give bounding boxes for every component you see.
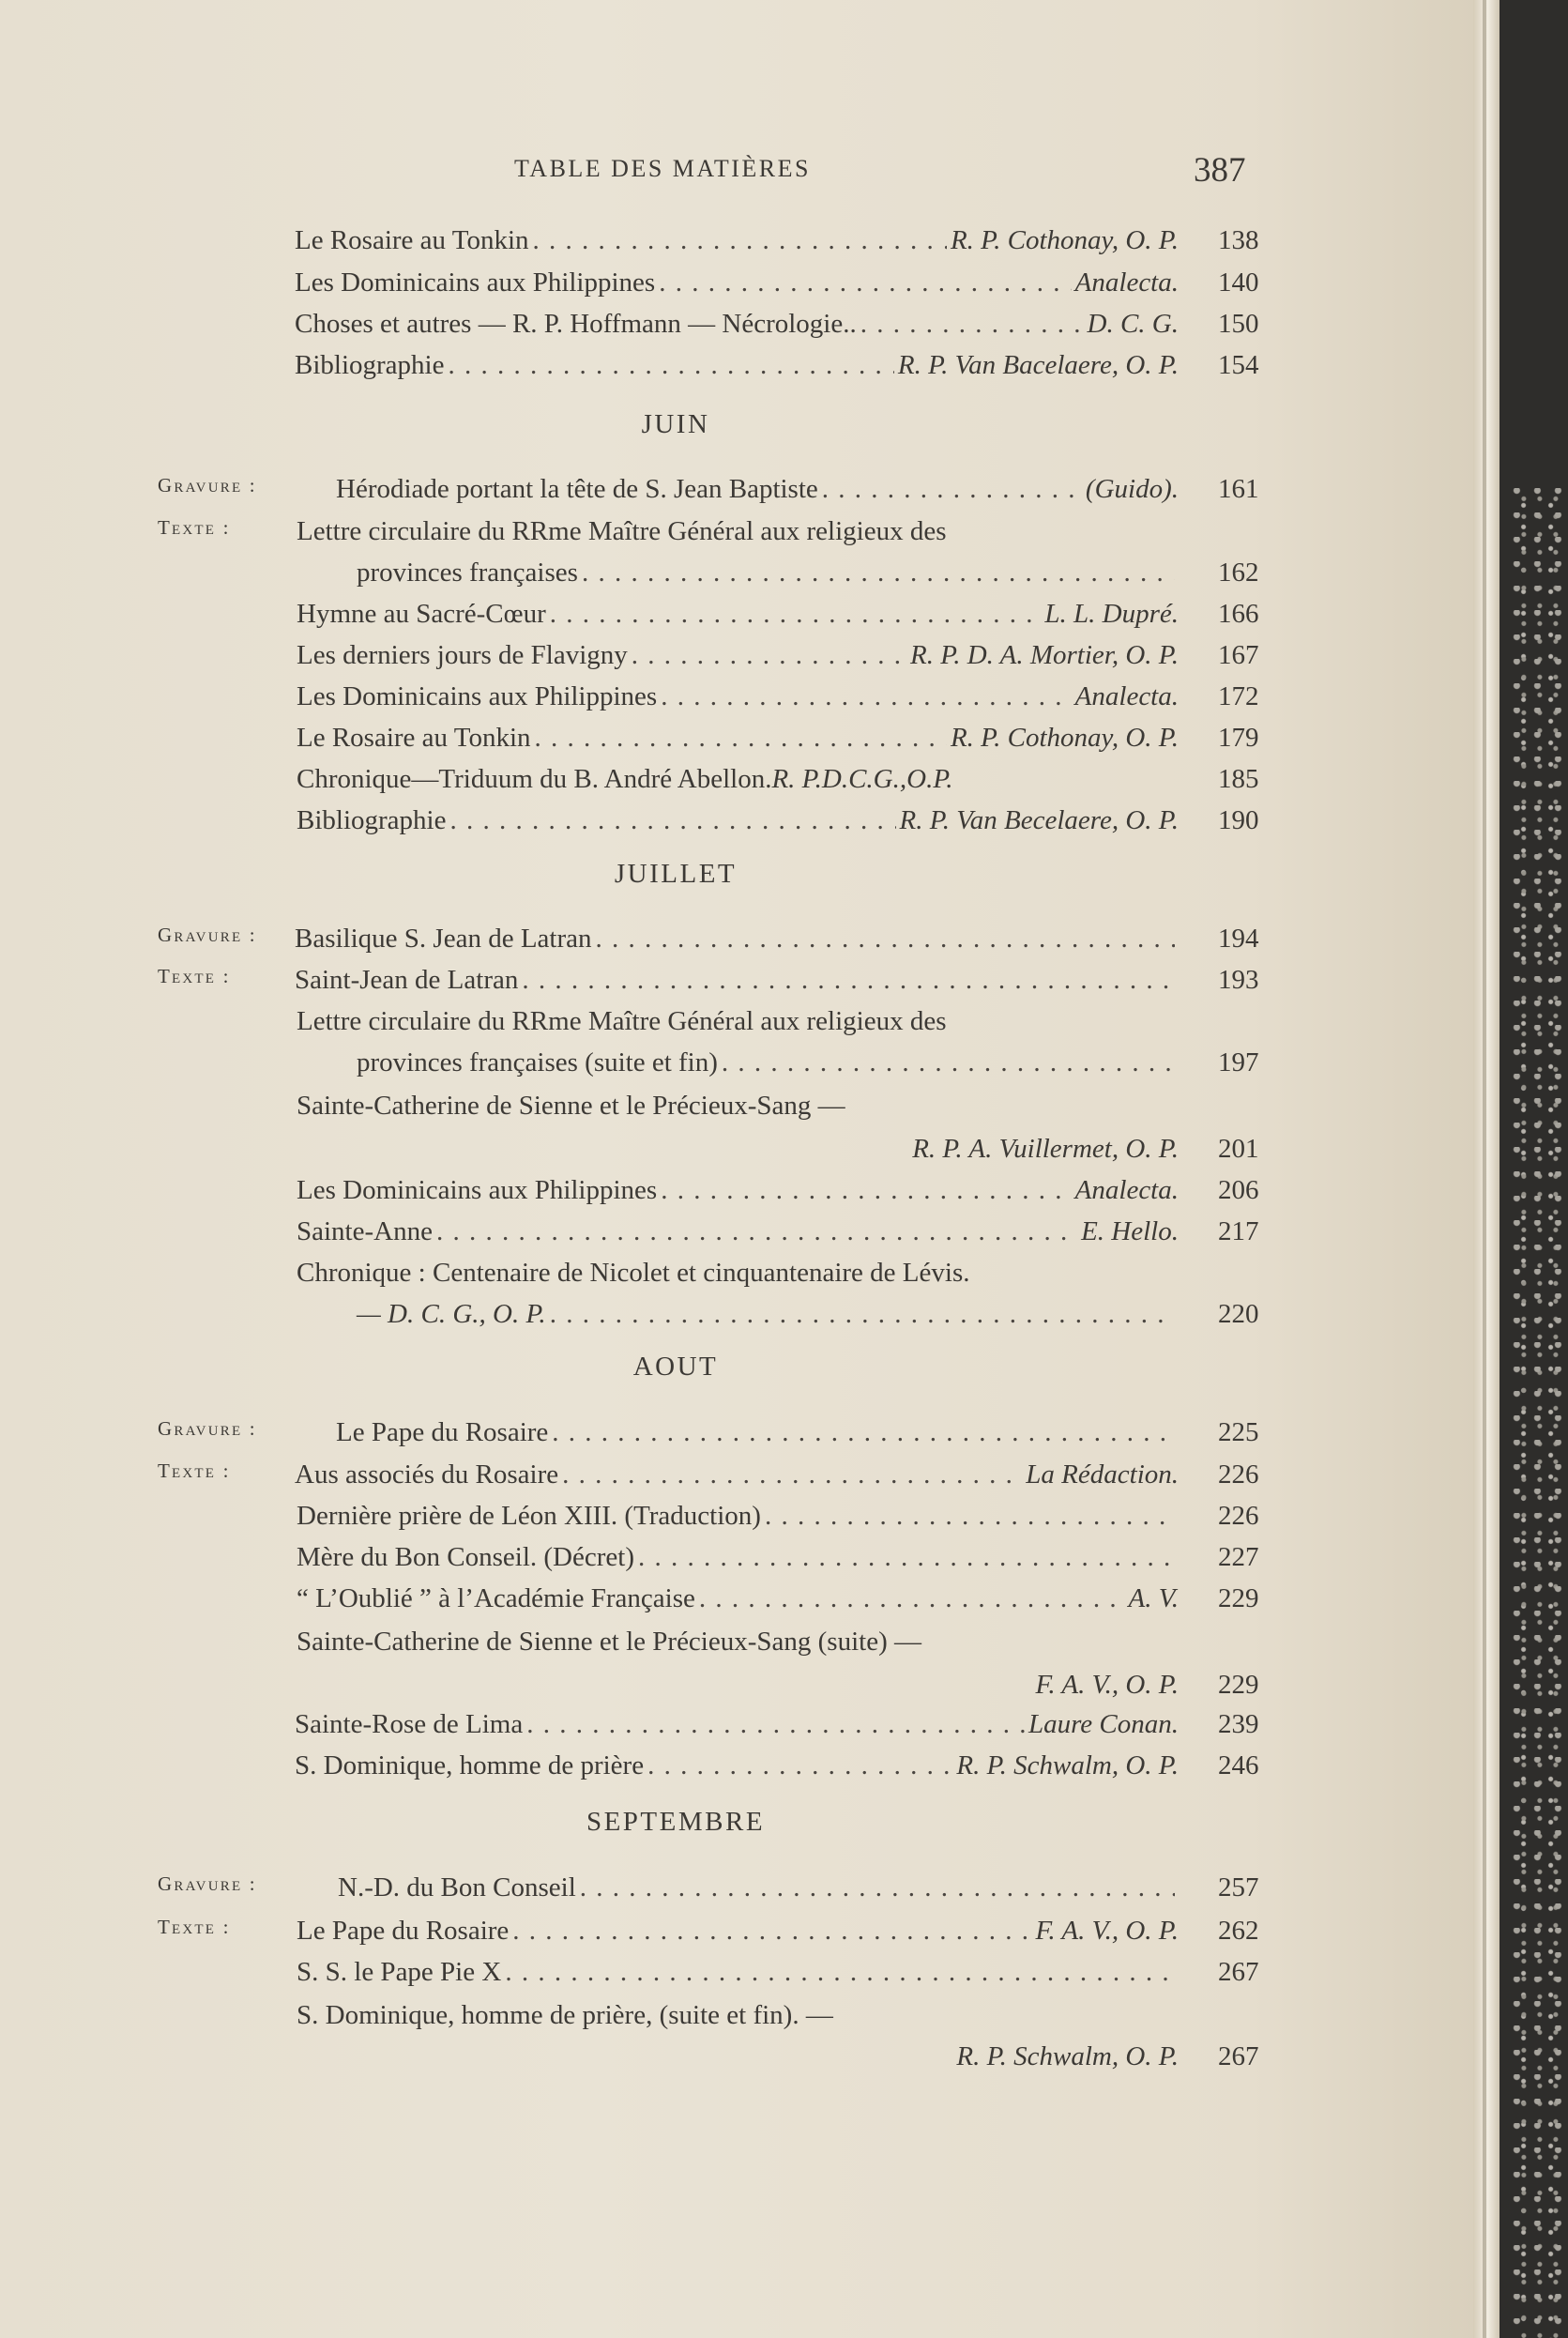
entry-page: 226 xyxy=(1218,1501,1259,1531)
entry-author: L. L. Dupré. xyxy=(1044,599,1179,629)
entry-title: S. Dominique, homme de prière xyxy=(295,1750,645,1780)
entry-title: “ L’Oublié ” à l’Académie Française xyxy=(297,1583,695,1613)
entry-author: F. A. V., O. P. xyxy=(1035,1916,1179,1946)
dot-leader xyxy=(661,1175,1071,1206)
toc-entry xyxy=(0,805,1473,843)
toc-entry xyxy=(0,350,1473,388)
page-edge-stripe xyxy=(1483,0,1486,2338)
entry-page: 193 xyxy=(1218,965,1259,995)
entry-line xyxy=(295,924,1179,955)
entry-title: Sainte-Catherine de Sienne et le Précieux-Sang — xyxy=(297,1091,845,1121)
entry-page: 229 xyxy=(1218,1670,1259,1700)
entry-line xyxy=(295,965,1179,996)
entry-title: Chronique : Centenaire de Nicolet et cinquantenaire de Lévis. xyxy=(297,1258,970,1288)
entry-author: R. P. A. Vuillermet, O. P. xyxy=(912,1134,1179,1164)
dot-leader xyxy=(647,1750,952,1781)
dot-leader xyxy=(638,1542,1175,1573)
entry-page: 257 xyxy=(1218,1872,1259,1902)
entry-line xyxy=(297,1583,1179,1614)
toc-entry xyxy=(0,558,1473,595)
entry-page: 166 xyxy=(1218,599,1259,629)
entry-title: Le Pape du Rosaire xyxy=(297,1916,510,1946)
entry-line xyxy=(297,599,1179,630)
entry-line xyxy=(297,1501,1179,1532)
entry-page: 185 xyxy=(1218,764,1259,794)
entry-page: 225 xyxy=(1218,1417,1259,1447)
entry-author: A. V. xyxy=(1128,1583,1179,1613)
toc-entry xyxy=(0,1258,1473,1295)
entry-author: La Rédaction. xyxy=(1026,1459,1179,1490)
entry-line xyxy=(297,640,1179,671)
toc-entry xyxy=(0,599,1473,636)
entry-page: 167 xyxy=(1218,640,1259,670)
entry-title: Les Dominicains aux Philippines xyxy=(295,267,656,298)
entry-title: Lettre circulaire du RRme Maître Général aux religieux des xyxy=(297,1006,947,1036)
entry-page: 190 xyxy=(1218,805,1259,835)
dot-leader xyxy=(552,1417,1175,1448)
entry-title: Bibliographie xyxy=(295,350,445,380)
entry-title: Les Dominicains aux Philippines xyxy=(297,1175,658,1205)
entry-line xyxy=(297,764,1179,795)
marbled-cover xyxy=(1513,488,1568,2338)
entry-author: R. P. D. A. Mortier, O. P. xyxy=(910,640,1179,670)
dot-leader xyxy=(659,267,1071,298)
entry-page: 201 xyxy=(1218,1134,1259,1164)
entry-author: Analecta. xyxy=(1074,681,1179,711)
texte-label: Texte : xyxy=(158,1459,231,1482)
entry-page: 246 xyxy=(1218,1750,1259,1780)
toc-entry xyxy=(0,1542,1473,1580)
entry-line xyxy=(357,558,1179,588)
entry-title: Sainte-Rose de Lima xyxy=(295,1709,524,1739)
toc-entry xyxy=(0,1047,1473,1085)
entry-page: 154 xyxy=(1218,350,1259,380)
entry-page: 179 xyxy=(1218,723,1259,753)
toc-entry-texte xyxy=(0,516,1473,554)
entry-title: Choses et autres — R. P. Hoffmann — Nécrologie.. xyxy=(295,309,857,339)
entry-author: Analecta. xyxy=(1074,1175,1179,1205)
entry-author: R. P. Van Bacelaere, O. P. xyxy=(897,350,1179,380)
entry-author: — D. C. G., O. P. xyxy=(357,1299,546,1329)
entry-title: Saint-Jean de Latran xyxy=(295,965,519,995)
entry-page: 267 xyxy=(1218,1957,1259,1987)
entry-title: provinces françaises xyxy=(357,558,578,588)
entry-page: 194 xyxy=(1218,924,1259,954)
entry-title: Les derniers jours de Flavigny xyxy=(297,640,628,670)
entry-line xyxy=(357,1047,1179,1078)
dot-leader xyxy=(533,225,947,256)
entry-page: 267 xyxy=(1218,2041,1259,2071)
toc-entry xyxy=(0,640,1473,678)
toc-entry xyxy=(0,1299,1473,1337)
entry-title: S. Dominique, homme de prière, (suite et fin). — xyxy=(297,2000,833,2030)
entry-page: 172 xyxy=(1218,681,1259,711)
entry-title: Sainte-Catherine de Sienne et le Précieux-Sang (suite) — xyxy=(297,1627,921,1657)
toc-entry xyxy=(0,1709,1473,1747)
entry-author: (Guido). xyxy=(1085,474,1179,504)
gravure-label: Gravure : xyxy=(158,1872,257,1895)
toc-entry xyxy=(0,1670,1473,1707)
dot-leader xyxy=(526,1709,1025,1740)
toc-entry xyxy=(0,2000,1473,2038)
entry-line xyxy=(295,1709,1179,1740)
section-heading-juillet: JUILLET xyxy=(614,859,738,889)
entry-page: 227 xyxy=(1218,1542,1259,1572)
dot-leader xyxy=(582,558,1175,588)
entry-title: Chronique—Triduum du B. André Abellon. xyxy=(297,764,772,794)
entry-title: Basilique S. Jean de Latran xyxy=(295,924,592,954)
entry-title: N.-D. du Bon Conseil xyxy=(338,1872,576,1902)
page-number: 387 xyxy=(1194,151,1246,190)
dot-leader xyxy=(505,1957,1175,1988)
entry-line xyxy=(297,1542,1179,1573)
dot-leader xyxy=(722,1047,1175,1078)
toc-entry-gravure xyxy=(0,924,1473,961)
dot-leader xyxy=(448,350,893,381)
toc-entry xyxy=(0,1583,1473,1621)
entry-author: R. P. Van Becelaere, O. P. xyxy=(899,805,1179,835)
entry-line xyxy=(295,309,1179,340)
dot-leader xyxy=(562,1459,1022,1490)
entry-line xyxy=(295,267,1179,298)
entry-page: 138 xyxy=(1218,225,1259,255)
entry-line xyxy=(297,723,1179,754)
entry-author: R. P. Cothonay, O. P. xyxy=(950,723,1179,753)
entry-line xyxy=(297,805,1179,836)
entry-page: 162 xyxy=(1218,558,1259,588)
dot-leader xyxy=(449,805,895,836)
toc-entry xyxy=(0,723,1473,760)
dot-leader xyxy=(512,1916,1031,1947)
dot-leader xyxy=(661,681,1071,712)
entry-line xyxy=(357,1299,1179,1330)
gravure-label: Gravure : xyxy=(158,474,257,497)
entry-title: Bibliographie xyxy=(297,805,447,835)
entry-page: 206 xyxy=(1218,1175,1259,1205)
entry-author: R. P. Schwalm, O. P. xyxy=(956,1750,1179,1780)
entry-title: Les Dominicains aux Philippines xyxy=(297,681,658,711)
toc-entry xyxy=(0,764,1473,802)
toc-entry-texte xyxy=(0,1916,1473,1953)
entry-line xyxy=(297,1957,1179,1988)
dot-leader xyxy=(535,723,947,754)
entry-author: R. P.D.C.G.,O.P. xyxy=(771,764,953,794)
entry-page: 140 xyxy=(1218,267,1259,298)
entry-line xyxy=(295,1459,1179,1490)
entry-title: Le Rosaire au Tonkin xyxy=(295,225,529,255)
toc-entry xyxy=(0,2041,1473,2079)
entry-page: 226 xyxy=(1218,1459,1259,1490)
gravure-label: Gravure : xyxy=(158,924,257,946)
entry-line xyxy=(297,1216,1179,1247)
dot-leader xyxy=(522,965,1175,996)
dot-leader xyxy=(436,1216,1077,1247)
toc-entry xyxy=(0,1006,1473,1044)
toc-entry xyxy=(0,225,1473,263)
toc-entry xyxy=(0,1501,1473,1538)
toc-entry xyxy=(0,1175,1473,1213)
entry-line xyxy=(336,1417,1179,1448)
entry-title: Hymne au Sacré-Cœur xyxy=(297,599,546,629)
entry-title: Mère du Bon Conseil. (Décret) xyxy=(297,1542,634,1572)
dot-leader xyxy=(699,1583,1125,1614)
section-heading-juin: JUIN xyxy=(641,409,710,439)
toc-entry xyxy=(0,1627,1473,1664)
entry-title: Dernière prière de Léon XIII. (Traduction) xyxy=(297,1501,761,1531)
toc-entry xyxy=(0,1957,1473,1994)
entry-line xyxy=(338,1872,1179,1903)
entry-line xyxy=(297,1175,1179,1206)
entry-title: Aus associés du Rosaire xyxy=(295,1459,559,1490)
entry-title: Le Pape du Rosaire xyxy=(336,1417,549,1447)
entry-line xyxy=(297,681,1179,712)
toc-entry-gravure xyxy=(0,474,1473,512)
entry-title: Sainte-Anne xyxy=(297,1216,433,1246)
dot-leader xyxy=(765,1501,1175,1532)
toc-entry-texte xyxy=(0,965,1473,1002)
entry-author: R. P. Schwalm, O. P. xyxy=(956,2041,1179,2071)
entry-author: D. C. G. xyxy=(1087,309,1179,339)
entry-line xyxy=(297,1916,1179,1947)
entry-author: Analecta. xyxy=(1074,267,1179,298)
entry-title: Lettre circulaire du RRme Maître Général aux religieux des xyxy=(297,516,947,546)
texte-label: Texte : xyxy=(158,965,231,987)
toc-entry xyxy=(0,267,1473,305)
entry-author: R. P. Cothonay, O. P. xyxy=(950,225,1179,255)
entry-author: Laure Conan. xyxy=(1028,1709,1179,1739)
toc-entry xyxy=(0,1091,1473,1128)
toc-entry xyxy=(0,1134,1473,1171)
section-heading-aout: AOUT xyxy=(632,1352,719,1382)
dot-leader xyxy=(632,640,906,671)
toc-entry xyxy=(0,681,1473,719)
page-edge xyxy=(1473,0,1499,2338)
toc-entry-texte xyxy=(0,1459,1473,1497)
entry-page: 239 xyxy=(1218,1709,1259,1739)
texte-label: Texte : xyxy=(158,1916,231,1938)
entry-line xyxy=(295,225,1179,256)
toc-entry-gravure xyxy=(0,1417,1473,1455)
entry-line xyxy=(295,350,1179,381)
entry-title: provinces françaises (suite et fin) xyxy=(357,1047,718,1077)
toc-entry xyxy=(0,1750,1473,1788)
entry-page: 197 xyxy=(1218,1047,1259,1077)
entry-line xyxy=(336,474,1179,505)
toc-entry-gravure xyxy=(0,1872,1473,1910)
entry-author: F. A. V., O. P. xyxy=(1035,1670,1179,1700)
dot-leader xyxy=(822,474,1082,505)
dot-leader xyxy=(550,1299,1175,1330)
entry-author: E. Hello. xyxy=(1081,1216,1179,1246)
entry-title: Le Rosaire au Tonkin xyxy=(297,723,531,753)
dot-leader xyxy=(580,1872,1175,1903)
entry-page: 150 xyxy=(1218,309,1259,339)
toc-entry xyxy=(0,1216,1473,1254)
section-heading-septembre: SEPTEMBRE xyxy=(586,1807,766,1837)
entry-title: Hérodiade portant la tête de S. Jean Baptiste xyxy=(336,474,818,504)
toc-entry xyxy=(0,309,1473,346)
entry-page: 217 xyxy=(1218,1216,1259,1246)
entry-line xyxy=(295,1750,1179,1781)
entry-page: 220 xyxy=(1218,1299,1259,1329)
entry-page: 262 xyxy=(1218,1916,1259,1946)
entry-title: S. S. le Pape Pie X xyxy=(297,1957,502,1987)
dot-leader xyxy=(860,309,1084,340)
gravure-label: Gravure : xyxy=(158,1417,257,1440)
dot-leader xyxy=(596,924,1176,955)
entry-page: 161 xyxy=(1218,474,1259,504)
dot-leader xyxy=(550,599,1042,630)
running-title: TABLE DES MATIÈRES xyxy=(514,155,811,182)
entry-page: 229 xyxy=(1218,1583,1259,1613)
running-header xyxy=(0,150,1473,197)
texte-label: Texte : xyxy=(158,516,231,539)
